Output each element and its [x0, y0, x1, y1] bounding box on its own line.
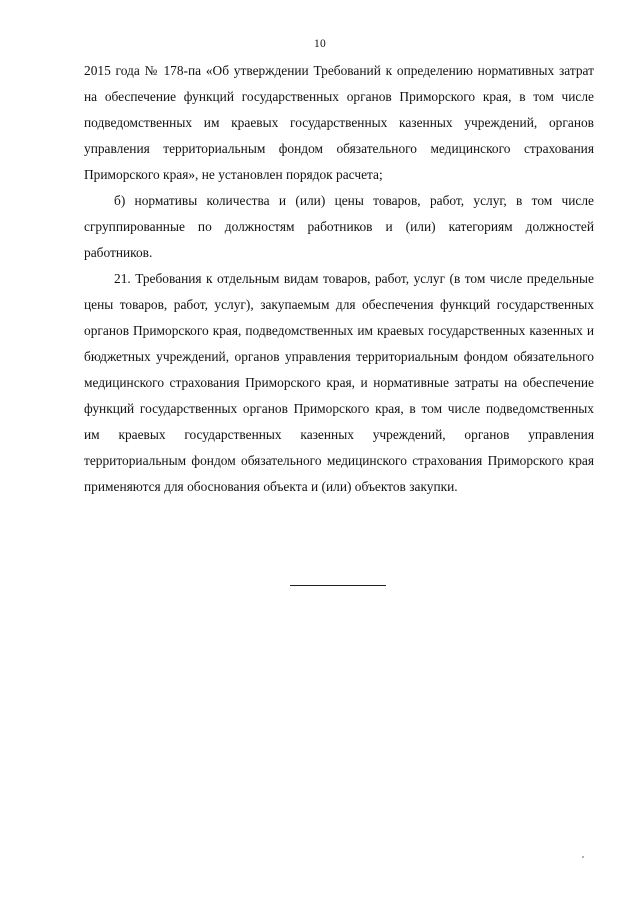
paragraph-item-b: б) нормативы количества и (или) цены товаров, работ, услуг, в том числе сгруппированные по должностям работников и (или) категориям должностей работников.: [84, 193, 594, 260]
end-of-document-rule: [290, 585, 386, 586]
scan-speck: [582, 856, 584, 858]
page-number: 10: [313, 38, 327, 50]
paragraph-item-21: 21. Требования к отдельным видам товаров, работ, услуг (в том числе предельные цены товаров, работ, услуг), закупаемым для обеспечения функций государственных органов Приморского края, подведомственных им краевых государственных казенных и бюджетных учреждений, органов управления территориальным фондом обязательного медицинского страхования Приморского края, и нормативные затраты на обеспечение функций государственных органов Приморского края, в том числе подведомственных им краевых государственных казенных учреждений, органов управления территориальным фондом обязательного медицинского страхования Приморского края применяются для обоснования объекта и (или) объектов закупки.: [84, 271, 594, 494]
paragraph-continuation: 2015 года № 178-па «Об утверждении Требований к определению нормативных затрат на обеспечение функций государственных органов Приморского края, в том числе подведомственных им краевых государственных казенных учреждений, органов управления территориальным фондом обязательного медицинского страхования Приморского края», не установлен порядок расчета;: [84, 63, 594, 182]
document-body: [84, 58, 594, 500]
